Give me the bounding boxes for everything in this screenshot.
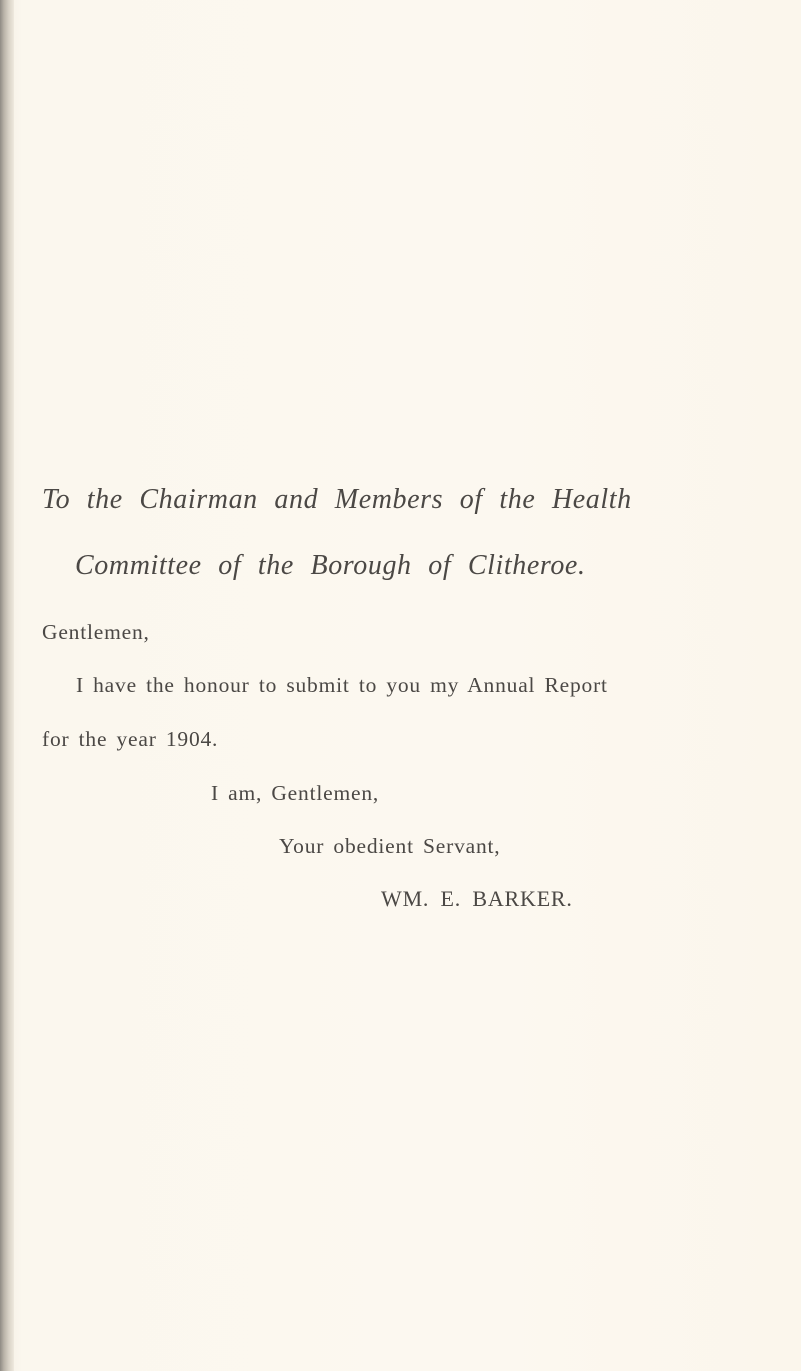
heading-line-1: To the Chairman and Members of the Health: [42, 484, 632, 515]
closing-line-2: Your obedient Servant,: [279, 834, 501, 858]
body-line-2: for the year 1904.: [42, 727, 219, 751]
body-line-1: I have the honour to submit to you my Annual Report: [76, 673, 608, 697]
signature: WM. E. BARKER.: [381, 886, 573, 911]
heading-line-2: Committee of the Borough of Clitheroe.: [75, 550, 586, 581]
page-binding-edge: [0, 0, 14, 1371]
salutation: Gentlemen,: [42, 620, 150, 644]
closing-line-1: I am, Gentlemen,: [211, 781, 380, 805]
